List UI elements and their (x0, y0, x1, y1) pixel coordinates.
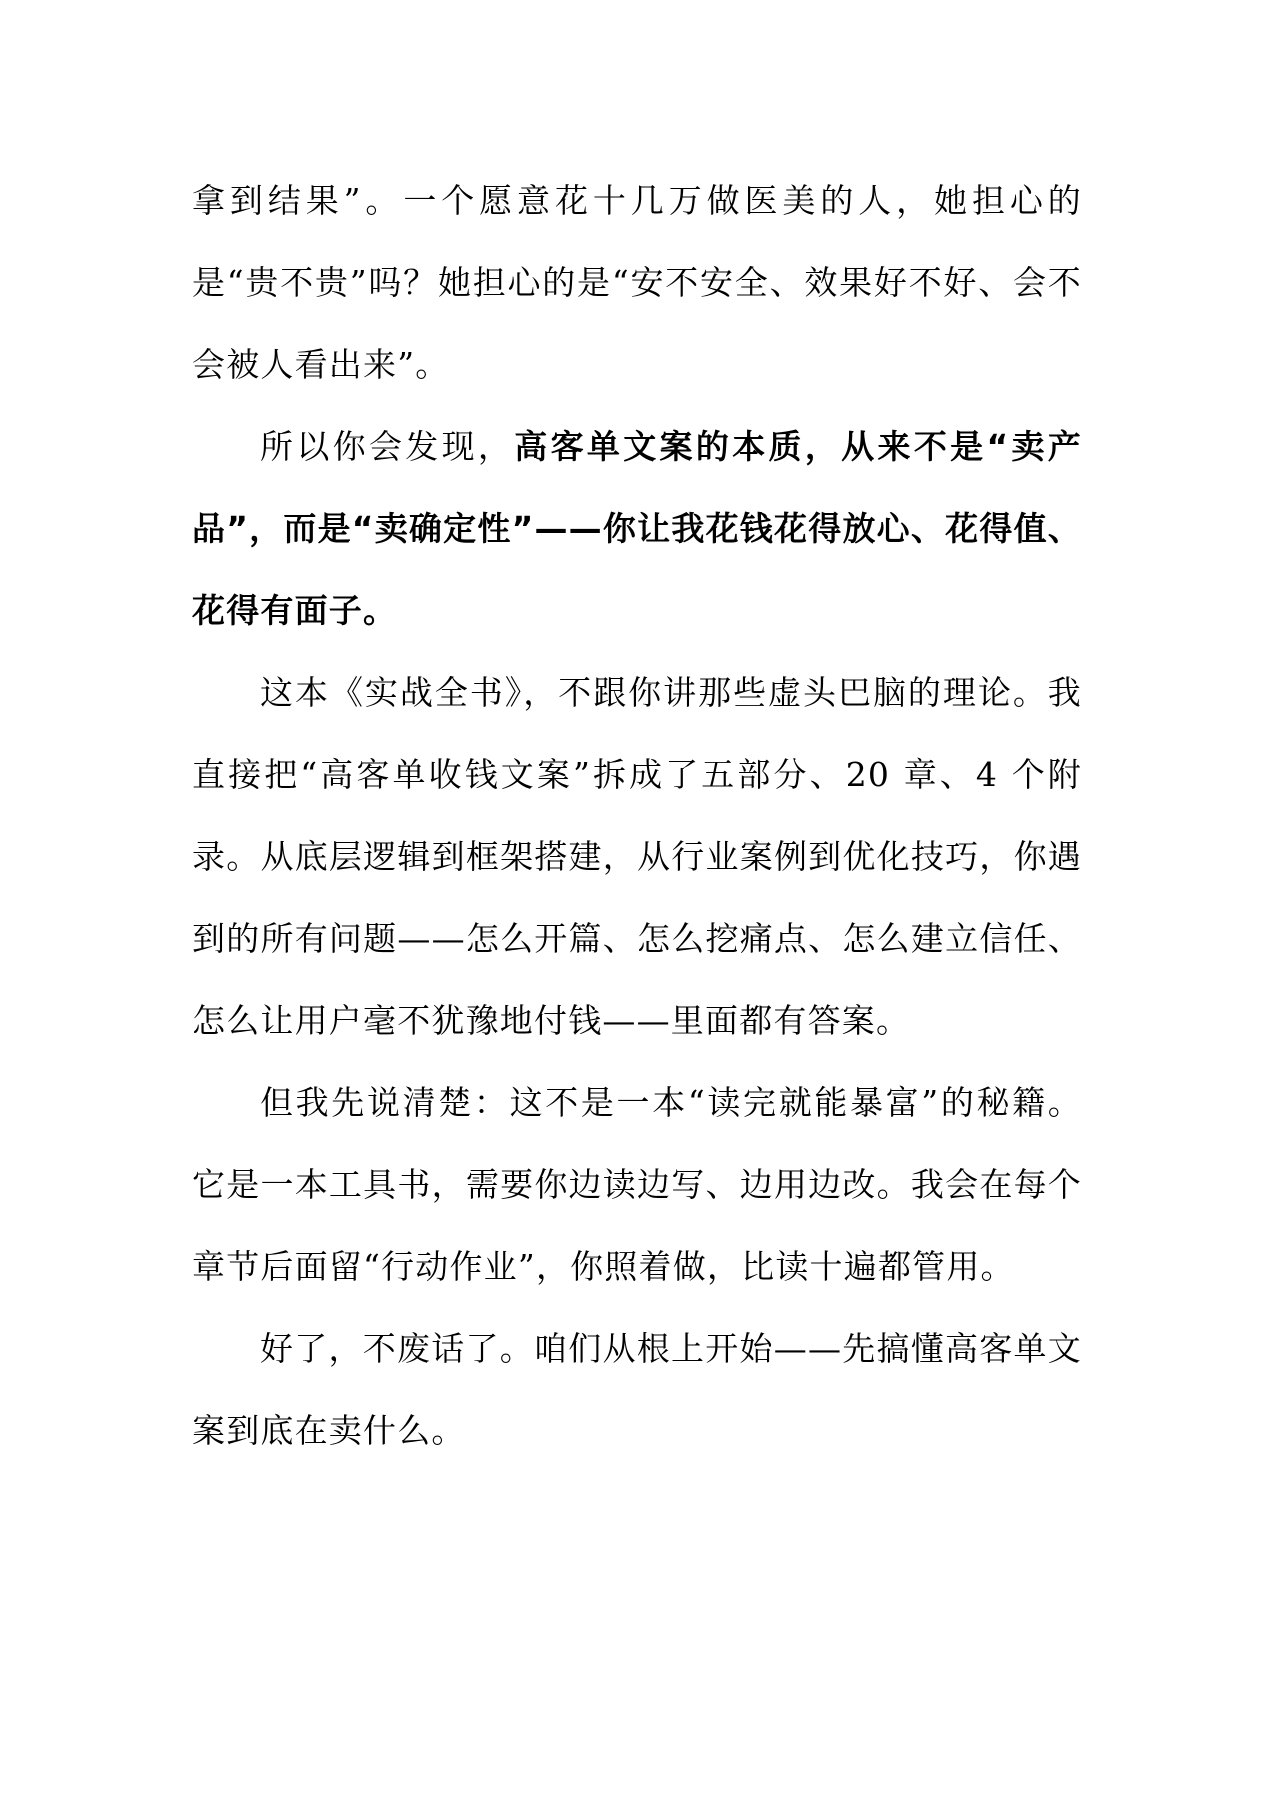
paragraph-essence-lead: 所以你会发现， (260, 427, 515, 466)
paragraph-disclaimer: 但我先说清楚：这不是一本“读完就能暴富”的秘籍。它是一本工具书，需要你边读边写、边用边改。我会在每个章节后面留“行动作业”，你照着做，比读十遍都管用。 (192, 1083, 1082, 1286)
paragraph-book-intro: 这本《实战全书》，不跟你讲那些虚头巴脑的理论。我直接把“高客单收钱文案”拆成了五部分、20 章、4 个附录。从底层逻辑到框架搭建，从行业案例到优化技巧，你遇到的所有问题——怎么开篇、怎么挖痛点、怎么建立信任、怎么让用户毫不犹豫地付钱——里面都有答案。 (192, 673, 1082, 1040)
paragraph-closing: 好了，不废话了。咱们从根上开始——先搞懂高客单文案到底在卖什么。 (192, 1329, 1082, 1450)
document-body (192, 160, 1082, 1472)
paragraph-essence (192, 406, 1082, 652)
paragraph-essence-emphasis: 高客单文案的本质，从来不是“卖产品”，而是“卖确定性”——你让我花钱花得放心、花得值、花得有面子。 (192, 427, 1082, 630)
paragraph-continuation: 拿到结果”。一个愿意花十几万做医美的人，她担心的是“贵不贵”吗？她担心的是“安不安全、效果好不好、会不会被人看出来”。 (192, 181, 1082, 384)
